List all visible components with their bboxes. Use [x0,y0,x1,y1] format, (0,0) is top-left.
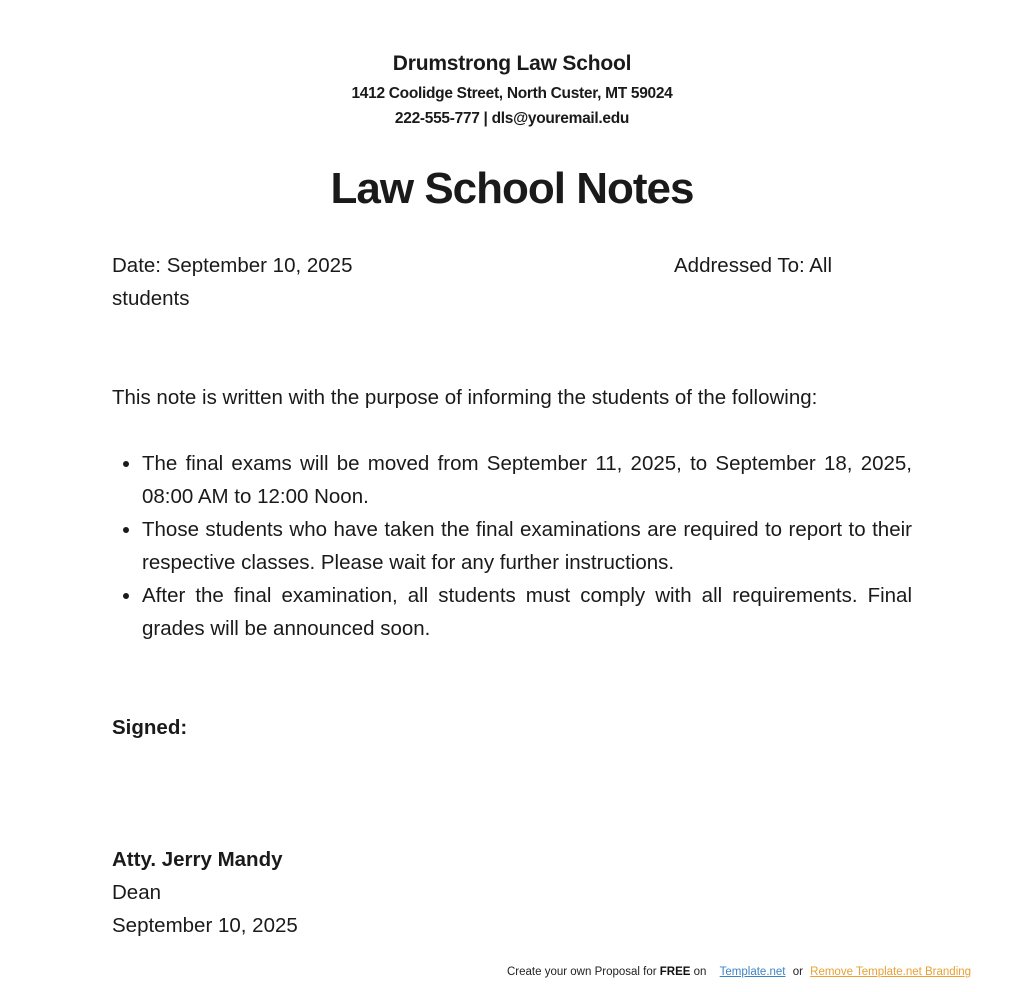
notes-list [112,447,912,645]
remove-branding-link[interactable]: Remove Template.net Branding [810,966,972,978]
meta-row [112,249,912,282]
addressed-to-continuation: students [112,287,190,310]
signer-title: Dean [112,881,162,904]
signed-label: Signed: [112,716,188,739]
school-address: 1412 Coolidge Street, North Custer, MT 59024 [351,85,673,102]
footer-or: or [792,966,803,978]
footer-prefix: Create your own Proposal for [507,966,657,978]
signer-name: Atty. Jerry Mandy [112,848,283,871]
document-title: Law School Notes [330,164,694,213]
template-net-link[interactable]: Template.net [719,966,786,978]
school-name: Drumstrong Law School [392,52,632,75]
intro-paragraph: This note is written with the purpose of informing the students of the following: [112,386,818,409]
footer-free: FREE [659,966,691,978]
list-item: • After the final examination, all students must comply with all requirements. Final grades will be announced soon. [142,579,912,645]
footer-on: on [693,966,707,978]
addressed-to-line: Addressed To: All [674,254,833,277]
list-item: • The final exams will be moved from September 11, 2025, to September 18, 2025, 08:00 AM to 12:00 Noon. [142,447,912,513]
list-item: • Those students who have taken the final examinations are required to report to their respective classes. Please wait for any further instructions. [142,513,912,579]
date-line: Date: September 10, 2025 [112,254,353,277]
signer-date: September 10, 2025 [112,914,298,937]
branding-footer [507,966,971,978]
school-contact: 222-555-777 | dls@youremail.edu [394,110,630,127]
